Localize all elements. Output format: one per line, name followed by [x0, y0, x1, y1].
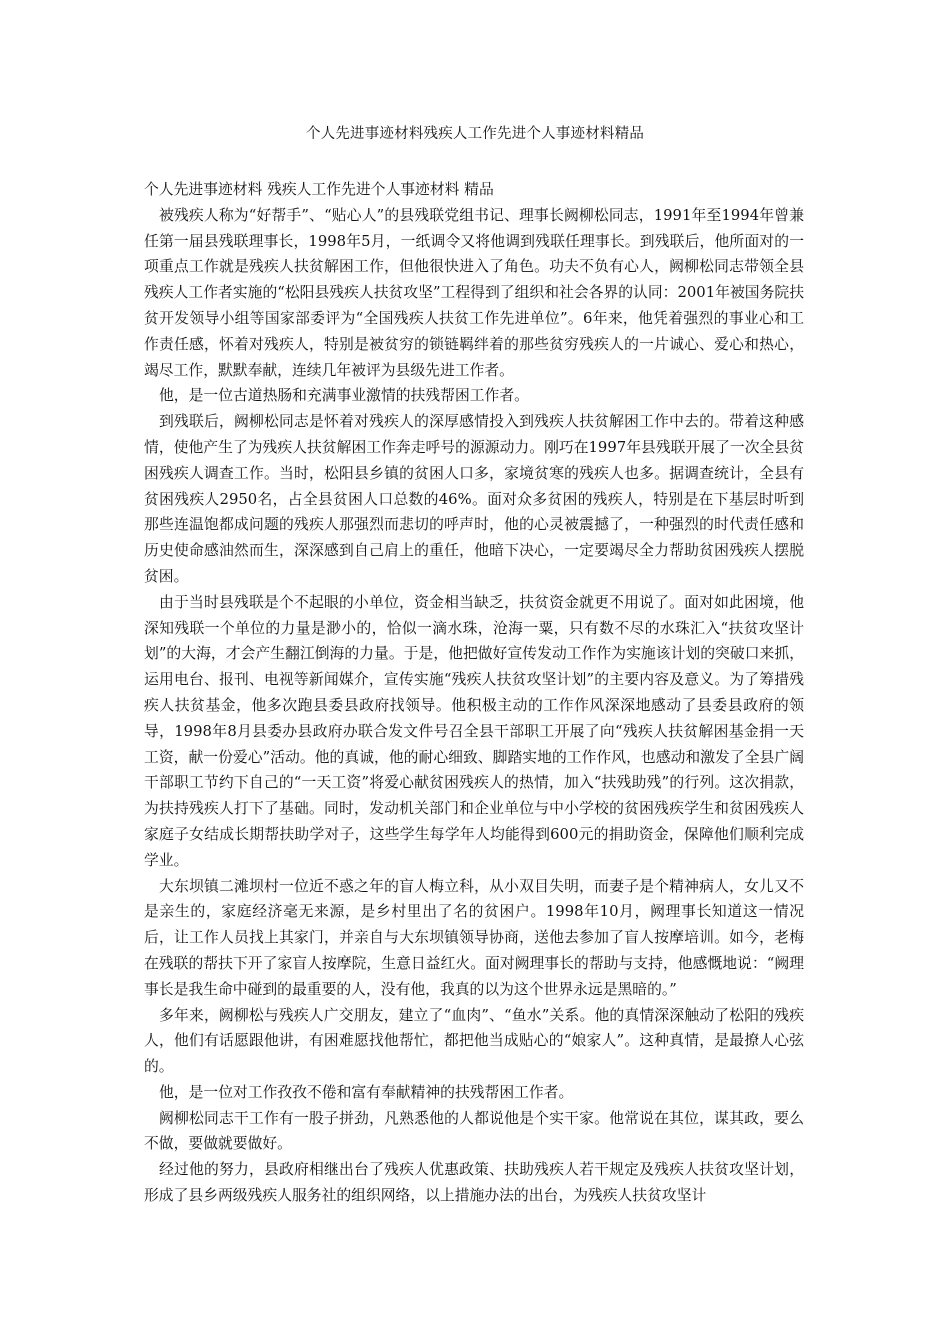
document-subtitle: 个人先进事迹材料 残疾人工作先进个人事迹材料 精品 — [144, 181, 494, 198]
paragraph-3: 到残联后，阙柳松同志是怀着对残疾人的深厚感情投入到残疾人扶贫解困工作中去的。带着这种感情，使他产生了为残疾人扶贫解困工作奔走呼号的源源动力。刚巧在1997年县残联开展了一次全县贫困残疾人调查工作。当时，松阳县乡镇的贫困人口多，家境贫寒的残疾人也多。据调查统计，全县有贫困残疾人2950名，占全县贫困人口总数的46%。面对众多贫困的残疾人，特别是在下基层时听到那些连温饱都成问题的残疾人那强烈而悲切的呼声时，他的心灵被震撼了，一种强烈的时代责任感和历史使命感油然而生，深深感到自己肩上的重任，他暗下决心，一定要竭尽全力帮助贫困残疾人摆脱贫困。 — [144, 413, 804, 585]
document-body — [144, 177, 804, 1209]
paragraph-4: 由于当时县残联是个不起眼的小单位，资金相当缺乏，扶贫资金就更不用说了。面对如此困境，他深知残联一个单位的力量是渺小的，恰似一滴水珠，沧海一粟，只有数不尽的水珠汇入“扶贫攻坚计划”的大海，才会产生翻江倒海的力量。于是，他把做好宣传发动工作作为实施该计划的突破口来抓，运用电台、报刊、电视等新闻媒介，宣传实施“残疾人扶贫攻坚计划”的主要内容及意义。为了筹措残疾人扶贫基金，他多次跑县委县政府找领导。他积极主动的工作作风深深地感动了县委县政府的领导，1998年8月县委办县政府办联合发文件号召全县干部职工开展了向“残疾人扶贫解困基金捐一天工资，献一份爱心”活动。他的真诚，他的耐心细致、脚踏实地的工作作风，也感动和激发了全县广阔干部职工节约下自己的“一天工资”将爱心献贫困残疾人的热情，加入“扶残助残”的行列。这次捐款，为扶持残疾人打下了基础。同时，发动机关部门和企业单位与中小学校的贫困残疾学生和贫困残疾人家庭子女结成长期帮扶助学对子，这些学生每学年人均能得到600元的捐助资金，保障他们顺利完成学业。 — [144, 593, 804, 869]
paragraph-2: 他，是一位古道热肠和充满事业激情的扶残帮困工作者。 — [159, 387, 529, 405]
paragraph-6: 多年来，阙柳松与残疾人广交朋友，建立了“血肉”、“鱼水”关系。他的真情深深触动了松阳的残疾人，他们有话愿跟他讲，有困难愿找他帮忙，都把他当成贴心的“娘家人”。这种真情，是最撩人心弦的。 — [144, 1006, 804, 1076]
paragraph-8: 阙柳松同志干工作有一股子拼劲，凡熟悉他的人都说他是个实干家。他常说在其位，谋其政，要么不做，要做就要做好。 — [144, 1109, 804, 1153]
document-title: 个人先进事迹材料残疾人工作先进个人事迹材料精品 — [305, 126, 645, 142]
paragraph-7: 他，是一位对工作孜孜不倦和富有奉献精神的扶残帮困工作者。 — [159, 1083, 574, 1101]
paragraph-9: 经过他的努力，县政府相继出台了残疾人优惠政策、扶助残疾人若干规定及残疾人扶贫攻坚计划，形成了县乡两级残疾人服务社的组织网络，以上措施办法的出台，为残疾人扶贫攻坚计 — [144, 1161, 804, 1205]
paragraph-5: 大东坝镇二滩坝村一位近不惑之年的盲人梅立科，从小双目失明，而妻子是个精神病人，女儿又不是亲生的，家庭经济毫无来源，是乡村里出了名的贫困户。1998年10月，阙理事长知道这一情况后，让工作人员找上其家门，并亲自与大东坝镇领导协商，送他去参加了盲人按摩培训。如今，老梅在残联的帮扶下开了家盲人按摩院，生意日益红火。面对阙理事长的帮助与支持，他感慨地说：“阙理事长是我生命中碰到的最重要的人，没有他，我真的以为这个世界永远是黑暗的。” — [144, 877, 804, 998]
paragraph-1: 被残疾人称为“好帮手”、“贴心人”的县残联党组书记、理事长阙柳松同志，1991年至1994年曾兼任第一届县残联理事长，1998年5月，一纸调令又将他调到残联任理事长。到残联后，他所面对的一项重点工作就是残疾人扶贫解困工作，但他很快进入了角色。功夫不负有心人，阙柳松同志带领全县残疾人工作者实施的“松阳县残疾人扶贫攻坚”工程得到了组织和社会各界的认同：2001年被国务院扶贫开发领导小组等国家部委评为“全国残疾人扶贫工作先进单位”。6年来，他凭着强烈的事业心和工作责任感，怀着对残疾人，特别是被贫穷的锁链羁绊着的那些贫穷残疾人的一片诚心、爱心和热心，竭尽工作，默默奉献，连续几年被评为县级先进工作者。 — [144, 206, 804, 379]
